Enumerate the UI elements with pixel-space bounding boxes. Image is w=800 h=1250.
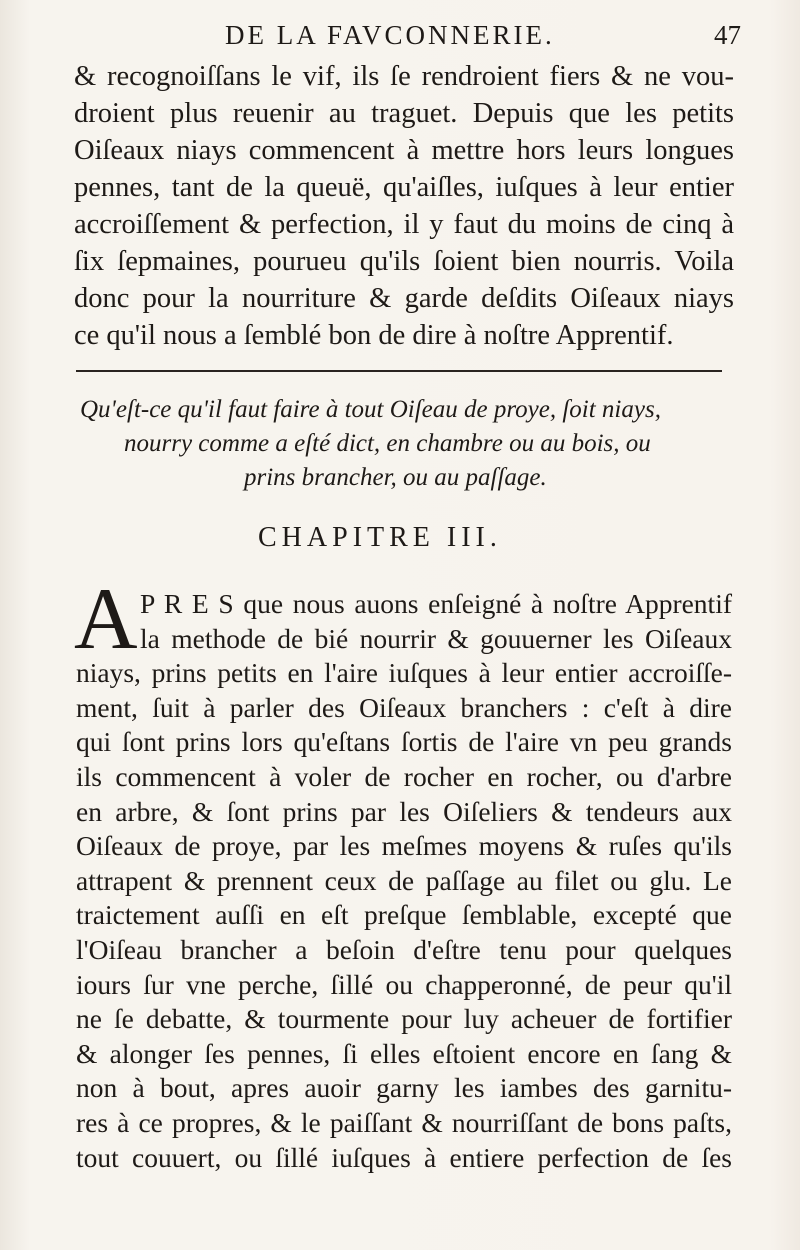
- text-line: donc pour la nourriture & garde deſdits Oiſeaux niays: [74, 283, 734, 314]
- text-line: P R E S que nous auons enſeigné à noſtre Apprentif: [140, 588, 732, 619]
- text-line: Oiſeaux de proye, par les meſmes moyens & ruſes qu'ils: [76, 830, 732, 862]
- text-line: ſix ſepmaines, pourueu qu'ils ſoient bien nourris. Voila: [74, 246, 734, 277]
- running-title: DE LA FAVCONNERIE.: [225, 20, 555, 50]
- body-paragraph: [76, 587, 732, 1175]
- text-line: niays, prins petits en l'aire iuſques à leur entier accroiſſe-: [76, 657, 732, 689]
- summary-line: nourry comme a eſté dict, en chambre ou au bois, ou: [124, 430, 651, 457]
- chapter-summary: [80, 393, 730, 495]
- drop-cap: A: [74, 571, 138, 668]
- text-line: pennes, tant de la queuë, qu'aiſles, iuſques à leur entier: [74, 172, 734, 203]
- text-line: res à ce propres, & le paiſſant & nourriſſant de bons paſts,: [76, 1106, 732, 1138]
- text-line: accroiſſement & perfection, il y faut du moins de cinq à: [74, 209, 734, 240]
- top-paragraph: [74, 58, 734, 354]
- summary-line: Qu'eſt-ce qu'il faut faire à tout Oiſeau de proye, ſoit niays,: [80, 396, 661, 423]
- text-line: ne ſe debatte, & tourmente pour luy acheuer de fortifier: [76, 1003, 732, 1035]
- chapter-heading: CHAPITRE III.: [258, 522, 502, 553]
- page-number: 47: [714, 20, 741, 50]
- text-line: ment, ſuit à parler des Oiſeaux branchers : c'eſt à dire: [76, 691, 732, 723]
- text-line: traictement auſſi en eſt preſque ſemblable, excepté que: [76, 899, 732, 931]
- text-line: Oiſeaux niays commencent à mettre hors leurs longues: [74, 135, 734, 166]
- text-line: droient plus reuenir au traguet. Depuis que les petits: [74, 98, 734, 129]
- text-line: ils commencent à voler de rocher en rocher, ou d'arbre: [76, 760, 732, 792]
- text-line: non à bout, apres auoir garny les iambes des garnitu-: [76, 1072, 732, 1104]
- text-line: attrapent & prennent ceux de paſſage au filet ou glu. Le: [76, 864, 732, 896]
- text-line: iours ſur vne perche, ſillé ou chapperonné, de peur qu'il: [76, 968, 732, 1000]
- summary-line: prins brancher, ou au paſſage.: [244, 464, 547, 491]
- text-line: qui ſont prins lors qu'eſtans ſortis de l'aire vn peu grands: [76, 726, 732, 758]
- section-divider: [76, 370, 722, 372]
- text-line: tout couuert, ou ſillé iuſques à entiere perfection de ſes: [76, 1141, 732, 1173]
- text-line: & alonger ſes pennes, ſi elles eſtoient encore en ſang &: [76, 1037, 732, 1069]
- text-line: en arbre, & ſont prins par les Oiſeliers & tendeurs aux: [76, 795, 732, 827]
- text-line: & recognoiſſans le vif, ils ſe rendroient fiers & ne vou-: [74, 61, 734, 92]
- text-line: l'Oiſeau brancher a beſoin d'eſtre tenu pour quelques: [76, 933, 732, 965]
- text-line: la methode de bié nourrir & gouuerner les Oiſeaux: [140, 622, 732, 654]
- text-line: ce qu'il nous a ſemblé bon de dire à noſtre Apprentif.: [74, 320, 674, 351]
